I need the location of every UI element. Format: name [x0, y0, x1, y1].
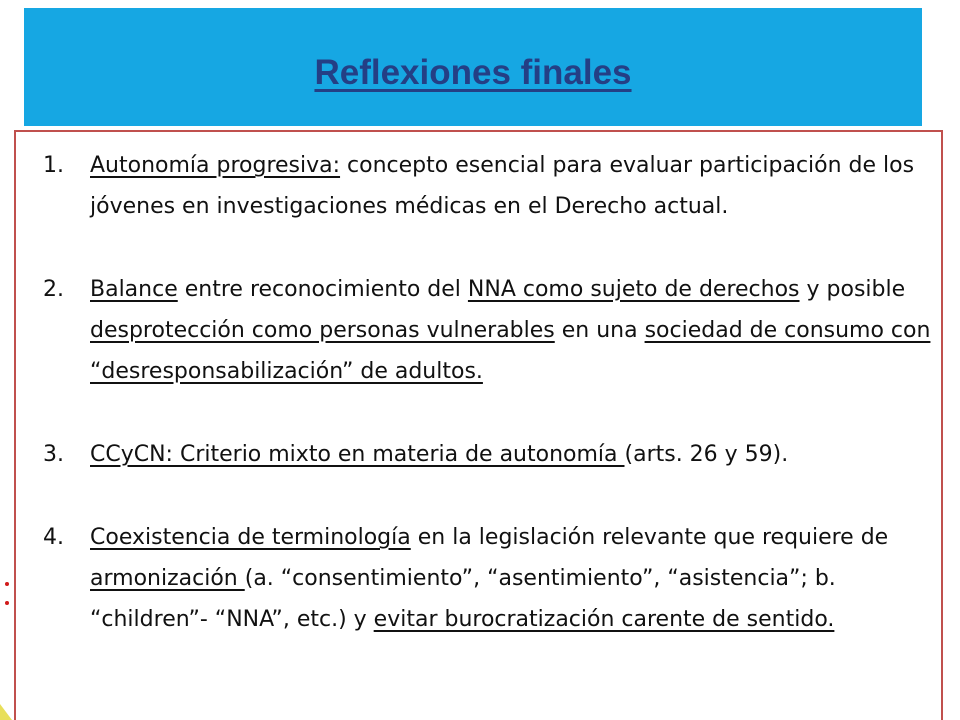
reflection-points-list — [30, 145, 940, 682]
point-underlined-term: Balance — [90, 277, 178, 302]
slide-title: Reflexiones finales — [314, 53, 632, 92]
point-text-segment: (arts. 26 y 59). — [624, 442, 789, 467]
point-underlined-term: sociedad de consumo con “desresponsabilización” de adultos. — [90, 318, 931, 384]
point-number: 1. — [43, 153, 64, 178]
point-text — [90, 153, 914, 219]
point-number: 4. — [43, 525, 64, 550]
point-text-segment: en la legislación relevante que requiere de — [410, 525, 889, 550]
point-text — [90, 277, 930, 384]
point-item-3 — [30, 434, 940, 475]
point-underlined-term: NNA como sujeto de derechos — [467, 277, 800, 302]
point-text — [90, 442, 788, 467]
point-number: 3. — [43, 442, 64, 467]
point-text-segment: en una — [554, 318, 645, 343]
content-box — [14, 130, 943, 720]
point-underlined-term: armonización — [90, 566, 245, 591]
point-text-segment: y posible — [799, 277, 906, 302]
point-underlined-term: desprotección como personas vulnerables — [90, 318, 555, 343]
point-text-segment: entre reconocimiento del — [177, 277, 468, 302]
slide-header-banner — [24, 8, 922, 126]
point-item-2 — [30, 269, 940, 392]
point-item-4 — [30, 517, 940, 640]
point-text-segment: concepto esencial para evaluar participación de los jóvenes en investigaciones médicas en el Derecho actual. — [90, 153, 915, 219]
point-text — [90, 525, 888, 632]
point-underlined-term: Autonomía progresiva: — [90, 153, 341, 178]
decorative-corner-mark — [0, 704, 12, 720]
point-number: 2. — [43, 277, 64, 302]
point-underlined-term: CCyCN: Criterio mixto en materia de autonomía — [90, 442, 625, 467]
point-text-segment: (a. “consentimiento”, “asentimiento”, “asistencia”; b. “children”- “NNA”, etc.) y — [90, 566, 836, 632]
point-underlined-term: Coexistencia de terminología — [90, 525, 411, 550]
decorative-dot — [5, 601, 9, 605]
point-item-1 — [30, 145, 940, 227]
decorative-dot — [5, 582, 9, 586]
point-underlined-term: evitar burocratización carente de sentido. — [373, 607, 835, 632]
